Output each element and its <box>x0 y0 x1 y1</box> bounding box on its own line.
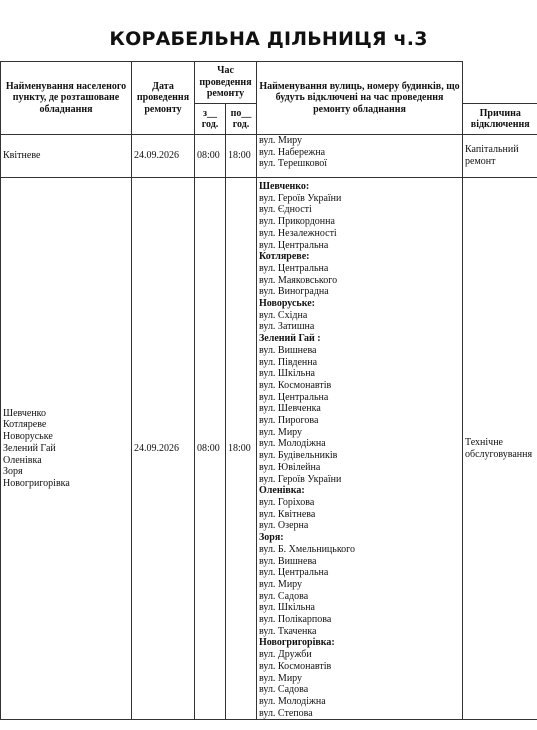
reason-cell: Технічне обслуговування <box>463 178 537 720</box>
header-streets: Найменування вулиць, номеру будинків, що будуть відключені на час проведення ремонту обладнання <box>257 62 463 135</box>
street-item: вул. Космонавтів <box>259 660 332 672</box>
to-cell: 18:00 <box>226 135 257 178</box>
settlement-cell <box>1 178 132 720</box>
street-item: вул. Озерна <box>259 520 309 532</box>
street-item: вул. Б. Хмельницького <box>259 543 356 555</box>
header-to: по__ год. <box>226 104 257 135</box>
settlement-name: Квітневе <box>3 150 41 162</box>
settlement-name: Оленівка <box>3 454 42 466</box>
street-item: вул. Степова <box>259 707 313 719</box>
street-item: вул. Незалежності <box>259 227 337 239</box>
street-item: вул. Квітнева <box>259 508 316 520</box>
street-item: вул. Молодіжна <box>259 438 326 450</box>
outage-schedule-table <box>0 61 537 720</box>
reason-cell: Капітальний ремонт <box>463 135 537 178</box>
street-item: вул. Вишнева <box>259 344 317 356</box>
street-item: вул. Молодіжна <box>259 695 326 707</box>
street-item: вул. Центральна <box>259 239 329 251</box>
village-group-heading: Новогригорівка: <box>259 637 335 649</box>
street-item: вул. Садова <box>259 590 309 602</box>
village-group-heading: Новоруське: <box>259 298 315 310</box>
street-item: вул. Полікарпова <box>259 614 332 626</box>
street-item: вул. Маяковського <box>259 274 338 286</box>
header-reason: Причина відключення <box>463 104 537 135</box>
from-cell: 08:00 <box>195 135 226 178</box>
village-group-heading: Котляреве: <box>259 251 310 263</box>
village-group-heading: Зоря: <box>259 532 284 544</box>
street-item: вул. Східна <box>259 309 308 321</box>
street-item: вул. Шкільна <box>259 602 315 614</box>
street-item: вул. Миру <box>259 578 303 590</box>
page-title: КОРАБЕЛЬНА ДІЛЬНИЦЯ ч.3 <box>109 28 428 50</box>
street-item: вул. Терешкової <box>259 158 328 170</box>
header-time: Час проведення ремонту <box>195 62 257 104</box>
table-row <box>1 178 537 720</box>
settlement-name: Шевченко <box>3 407 47 419</box>
street-item: вул. Ювілейна <box>259 461 321 473</box>
streets-cell <box>257 178 463 720</box>
street-item: вул. Миру <box>259 135 303 146</box>
street-item: вул. Миру <box>259 672 303 684</box>
street-item: вул. Шевченка <box>259 403 321 415</box>
table-row <box>1 135 537 178</box>
street-item: вул. Вишнева <box>259 555 317 567</box>
street-item: вул. Миру <box>259 426 303 438</box>
street-item: вул. Героїв України <box>259 473 342 485</box>
street-item: вул. Центральна <box>259 391 329 403</box>
street-item: вул. Південна <box>259 356 318 368</box>
street-item: вул. Прикордонна <box>259 216 335 228</box>
village-group-heading: Шевченко: <box>259 181 310 192</box>
header-from: з__ год. <box>195 104 226 135</box>
street-item: вул. Будівельників <box>259 450 338 462</box>
village-group-heading: Зелений Гай : <box>259 333 321 345</box>
street-item: вул. Затишна <box>259 321 315 333</box>
settlement-name: Зоря <box>3 466 23 478</box>
street-item: вул. Ткаченка <box>259 625 317 637</box>
settlement-name: Новоруське <box>3 431 53 443</box>
street-item: вул. Центральна <box>259 567 329 579</box>
street-item: вул. Пирогова <box>259 415 319 427</box>
settlement-name: Котляреве <box>3 419 47 431</box>
settlement-name: Зелений Гай <box>3 442 56 454</box>
header-date: Дата проведення ремонту <box>132 62 195 135</box>
to-cell: 18:00 <box>226 178 257 720</box>
street-item: вул. Єдності <box>259 204 312 216</box>
street-item: вул. Виноградна <box>259 286 329 298</box>
settlement-name: Новогригорівка <box>3 477 70 489</box>
street-item: вул. Шкільна <box>259 368 315 380</box>
from-cell: 08:00 <box>195 178 226 720</box>
street-item: вул. Космонавтів <box>259 379 332 391</box>
street-item: вул. Дружби <box>259 649 312 661</box>
streets-cell <box>257 135 463 178</box>
header-blank <box>463 62 537 104</box>
street-item: вул. Садова <box>259 684 309 696</box>
street-item: вул. Набережна <box>259 146 326 158</box>
settlement-cell <box>1 135 132 178</box>
street-item: вул. Героїв України <box>259 192 342 204</box>
street-item: вул. Горіхова <box>259 496 315 508</box>
street-item: вул. Центральна <box>259 262 329 274</box>
header-settlement: Найменування населеного пункту, де розташоване обладнання <box>1 62 132 135</box>
date-cell: 24.09.2026 <box>132 178 195 720</box>
village-group-heading: Оленівка: <box>259 485 305 497</box>
date-cell: 24.09.2026 <box>132 135 195 178</box>
